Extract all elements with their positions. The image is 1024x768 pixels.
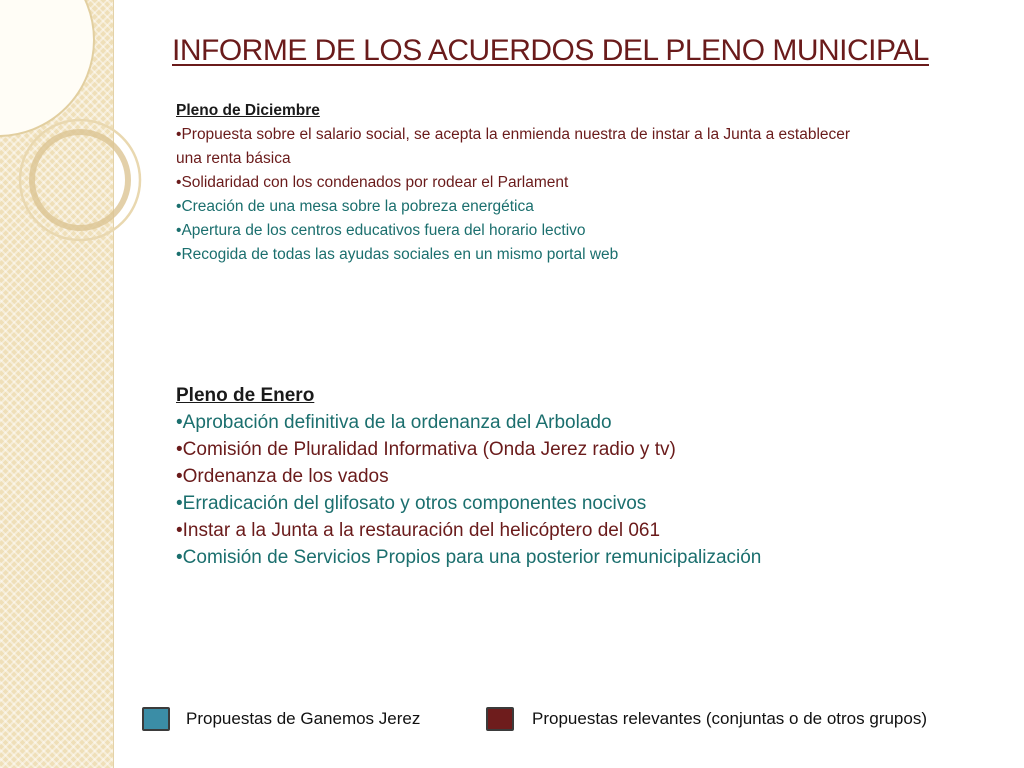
legend-label-ganemos: Propuestas de Ganemos Jerez [186,709,421,728]
list-item: • Creación de una mesa sobre la pobreza energética [176,195,876,219]
list-item: • Recogida de todas las ayudas sociales en un mismo portal web [176,243,876,267]
list-item: • Comisión de Servicios Propios para una posterior remunicipalización [176,544,956,571]
list-item: • Comisión de Pluralidad Informativa (Onda Jerez radio y tv) [176,436,956,463]
legend-swatch-ganemos [142,707,170,731]
page-title: INFORME DE LOS ACUERDOS DEL PLENO MUNICIPAL [172,34,929,67]
section-heading-enero: Pleno de Enero [176,385,315,406]
list-item: • Solidaridad con los condenados por rodear el Parlament [176,171,876,195]
list-item: • Erradicación del glifosato y otros componentes nocivos [176,490,956,517]
legend-relevantes [486,704,927,734]
list-item: • Aprobación definitiva de la ordenanza del Arbolado [176,409,956,436]
pleno-enero-section [176,382,956,571]
list-item: • Apertura de los centros educativos fuera del horario lectivo [176,219,876,243]
section-heading-diciembre: Pleno de Diciembre [176,102,320,119]
legend-label-relevantes: Propuestas relevantes (conjuntas o de otros grupos) [532,709,928,728]
legend-swatch-relevantes [486,707,514,731]
list-item: • Instar a la Junta a la restauración del helicóptero del 061 [176,517,956,544]
pleno-diciembre-section [176,99,876,267]
list-item: • Ordenanza de los vados [176,463,956,490]
legend-ganemos [142,704,420,734]
decorative-rings-icon [0,0,130,260]
list-item: • Propuesta sobre el salario social, se acepta la enmienda nuestra de instar a la Junta a establecer una renta básica [176,123,876,171]
